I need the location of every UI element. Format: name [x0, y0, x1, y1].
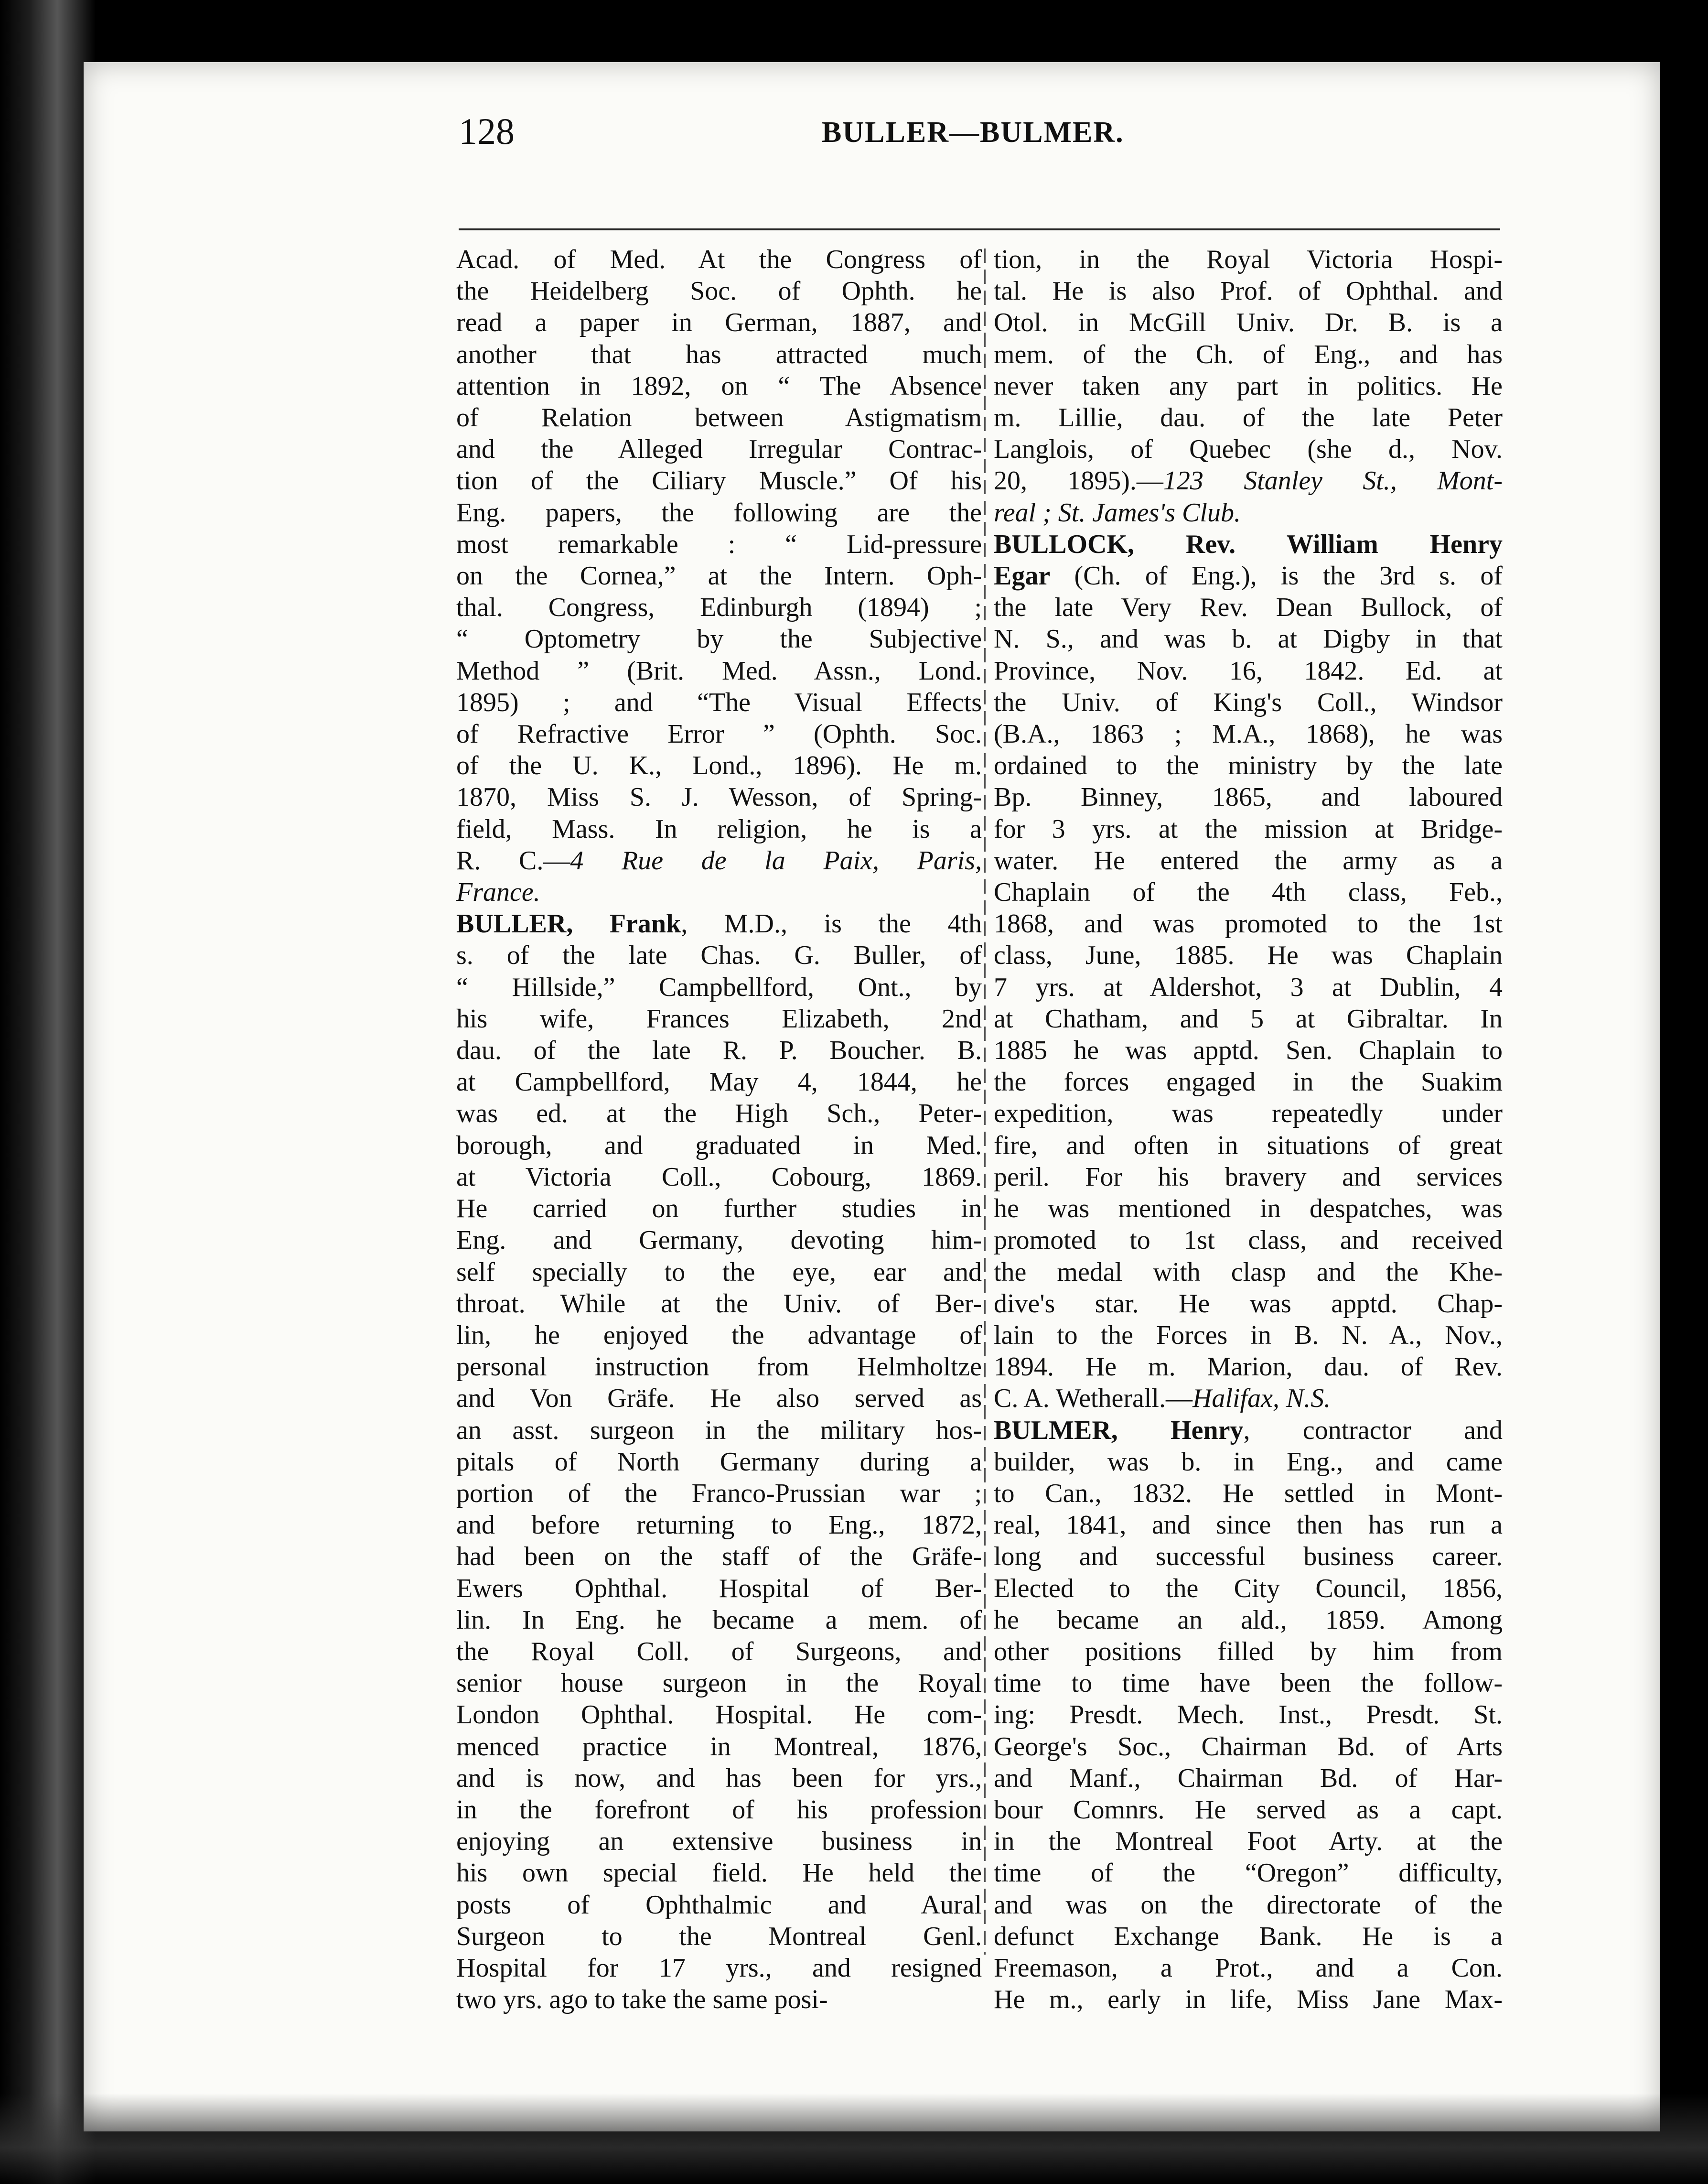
text-line: bour Comnrs. He served as a capt.: [994, 1795, 1503, 1825]
text-line: his wife, Frances Elizabeth, 2nd: [456, 1004, 982, 1034]
left-text-column: [456, 244, 982, 2015]
text-line: the Univ. of King's Coll., Windsor: [994, 687, 1503, 717]
text-line: C. A. Wetherall.—Halifax, N.S.: [994, 1384, 1331, 1414]
text-line: real ; St. James's Club.: [994, 497, 1241, 528]
text-line: on the Cornea,” at the Intern. Oph-: [456, 561, 982, 591]
text-line: and Von Gräfe. He also served as: [456, 1384, 982, 1414]
text-line: Province, Nov. 16, 1842. Ed. at: [994, 656, 1503, 686]
text-line: attention in 1892, on “ The Absence: [456, 371, 982, 401]
text-line: two yrs. ago to take the same posi-: [456, 1985, 828, 2015]
column-divider: [984, 249, 986, 1955]
text-line: He m., early in life, Miss Jane Max-: [994, 1985, 1503, 2015]
text-line: long and successful business career.: [994, 1542, 1503, 1572]
text-line: Langlois, of Quebec (she d., Nov.: [994, 434, 1503, 465]
text-line: 1895) ; and “The Visual Effects: [456, 687, 982, 717]
text-line: Method ” (Brit. Med. Assn., Lond.: [456, 656, 982, 686]
right-text-column: [994, 244, 1503, 2015]
text-line: was ed. at the High Sch., Peter-: [456, 1099, 982, 1129]
text-line: defunct Exchange Bank. He is a: [994, 1921, 1503, 1951]
text-line: at Campbellford, May 4, 1844, he: [456, 1067, 982, 1097]
text-line: the Heidelberg Soc. of Ophth. he: [456, 276, 982, 306]
text-line: Bp. Binney, 1865, and laboured: [994, 782, 1503, 812]
text-line: Hospital for 17 yrs., and resigned: [456, 1953, 982, 1983]
text-line: his own special field. He held the: [456, 1858, 982, 1888]
text-line: tion of the Ciliary Muscle.” Of his: [456, 466, 982, 496]
text-line: senior house surgeon in the Royal: [456, 1668, 982, 1698]
text-line: read a paper in German, 1887, and: [456, 308, 982, 338]
text-line: at Victoria Coll., Cobourg, 1869.: [456, 1162, 982, 1192]
text-line: had been on the staff of the Gräfe-: [456, 1542, 982, 1572]
text-line: (B.A., 1863 ; M.A., 1868), he was: [994, 719, 1503, 749]
text-line: most remarkable : “ Lid-pressure: [456, 529, 982, 559]
text-line: expedition, was repeatedly under: [994, 1099, 1503, 1129]
text-line: of the U. K., Lond., 1896). He m.: [456, 751, 982, 781]
text-line: Eng. and Germany, devoting him-: [456, 1225, 982, 1255]
text-line: time of the “Oregon” difficulty,: [994, 1858, 1503, 1888]
text-line: Egar (Ch. of Eng.), is the 3rd s. of: [994, 561, 1503, 591]
text-line: 1885 he was apptd. Sen. Chaplain to: [994, 1036, 1503, 1066]
text-line: another that has attracted much: [456, 339, 982, 369]
text-line: an asst. surgeon in the military hos-: [456, 1415, 982, 1445]
text-line: thal. Congress, Edinburgh (1894) ;: [456, 593, 982, 623]
text-line: Ewers Ophthal. Hospital of Ber-: [456, 1573, 982, 1603]
text-line: posts of Ophthalmic and Aural: [456, 1890, 982, 1920]
text-line: throat. While at the Univ. of Ber-: [456, 1288, 982, 1319]
text-line: tal. He is also Prof. of Ophthal. and: [994, 276, 1503, 306]
text-line: London Ophthal. Hospital. He com-: [456, 1700, 982, 1730]
text-line: dive's star. He was apptd. Chap-: [994, 1288, 1503, 1319]
text-line: ordained to the ministry by the late: [994, 751, 1503, 781]
page-number: 128: [459, 110, 515, 152]
text-line: BULMER, Henry, contractor and: [994, 1415, 1503, 1445]
text-line: self specially to the eye, ear and: [456, 1257, 982, 1287]
text-line: enjoying an extensive business in: [456, 1827, 982, 1857]
text-line: Freemason, a Prot., and a Con.: [994, 1953, 1503, 1983]
text-line: field, Mass. In religion, he is a: [456, 814, 982, 844]
text-line: other positions filled by him from: [994, 1636, 1503, 1666]
text-line: Eng. papers, the following are the: [456, 497, 982, 528]
text-line: lain to the Forces in B. N. A., Nov.,: [994, 1320, 1503, 1350]
text-line: Chaplain of the 4th class, Feb.,: [994, 877, 1503, 908]
text-line: Elected to the City Council, 1856,: [994, 1573, 1503, 1603]
text-line: 7 yrs. at Aldershot, 3 at Dublin, 4: [994, 972, 1503, 1002]
scan-bottom-edge: [0, 2093, 1708, 2184]
text-line: borough, and graduated in Med.: [456, 1130, 982, 1160]
text-line: of Refractive Error ” (Ophth. Soc.: [456, 719, 982, 749]
text-line: BULLOCK, Rev. William Henry: [994, 529, 1503, 559]
page-header: [459, 110, 1500, 167]
text-line: R. C.—4 Rue de la Paix, Paris,: [456, 845, 982, 876]
text-line: tion, in the Royal Victoria Hospi-: [994, 245, 1503, 274]
text-line: water. He entered the army as a: [994, 845, 1503, 876]
text-line: and before returning to Eng., 1872,: [456, 1510, 982, 1540]
text-line: to Can., 1832. He settled in Mont-: [994, 1478, 1503, 1508]
text-line: and the Alleged Irregular Contrac-: [456, 434, 982, 465]
text-line: menced practice in Montreal, 1876,: [456, 1731, 982, 1762]
text-line: 1868, and was promoted to the 1st: [994, 909, 1503, 939]
text-line: portion of the Franco-Prussian war ;: [456, 1478, 982, 1508]
text-line: and is now, and has been for yrs.,: [456, 1763, 982, 1793]
text-line: mem. of the Ch. of Eng., and has: [994, 339, 1503, 369]
text-line: pitals of North Germany during a: [456, 1447, 982, 1477]
text-line: “ Hillside,” Campbellford, Ont., by: [456, 972, 982, 1002]
text-line: fire, and often in situations of great: [994, 1130, 1503, 1160]
text-line: never taken any part in politics. He: [994, 371, 1503, 401]
scan-left-edge: [0, 0, 96, 2184]
text-line: and was on the directorate of the: [994, 1890, 1503, 1920]
text-line: Surgeon to the Montreal Genl.: [456, 1921, 982, 1951]
text-line: time to time have been the follow-: [994, 1668, 1503, 1698]
running-head: BULLER—BULMER.: [822, 116, 1124, 149]
text-line: N. S., and was b. at Digby in that: [994, 624, 1503, 654]
text-line: of Relation between Astigmatism: [456, 403, 982, 433]
text-line: George's Soc., Chairman Bd. of Arts: [994, 1731, 1503, 1762]
text-line: he was mentioned in despatches, was: [994, 1194, 1503, 1224]
text-line: the medal with clasp and the Khe-: [994, 1257, 1503, 1287]
text-line: 20, 1895).—123 Stanley St., Mont-: [994, 466, 1503, 496]
text-line: the Royal Coll. of Surgeons, and: [456, 1636, 982, 1666]
text-line: the late Very Rev. Dean Bullock, of: [994, 593, 1503, 623]
text-line: in the Montreal Foot Arty. at the: [994, 1827, 1503, 1857]
text-line: 1894. He m. Marion, dau. of Rev.: [994, 1352, 1503, 1382]
text-line: Acad. of Med. At the Congress of: [456, 245, 982, 274]
text-line: builder, was b. in Eng., and came: [994, 1447, 1503, 1477]
text-line: he became an ald., 1859. Among: [994, 1605, 1503, 1635]
text-line: for 3 yrs. at the mission at Bridge-: [994, 814, 1503, 844]
text-line: and Manf., Chairman Bd. of Har-: [994, 1763, 1503, 1793]
text-line: m. Lillie, dau. of the late Peter: [994, 403, 1503, 433]
text-line: the forces engaged in the Suakim: [994, 1067, 1503, 1097]
text-line: lin, he enjoyed the advantage of: [456, 1320, 982, 1350]
text-line: real, 1841, and since then has run a: [994, 1510, 1503, 1540]
text-line: peril. For his bravery and services: [994, 1162, 1503, 1192]
text-line: “ Optometry by the Subjective: [456, 624, 982, 654]
header-rule: [459, 228, 1500, 230]
text-line: lin. In Eng. he became a mem. of: [456, 1605, 982, 1635]
text-line: France.: [456, 877, 540, 908]
text-line: class, June, 1885. He was Chaplain: [994, 941, 1503, 971]
text-line: BULLER, Frank, M.D., is the 4th: [456, 909, 982, 939]
text-line: at Chatham, and 5 at Gibraltar. In: [994, 1004, 1503, 1034]
text-line: dau. of the late R. P. Boucher. B.: [456, 1036, 982, 1066]
text-line: 1870, Miss S. J. Wesson, of Spring-: [456, 782, 982, 812]
text-line: s. of the late Chas. G. Buller, of: [456, 941, 982, 971]
text-line: personal instruction from Helmholtze: [456, 1352, 982, 1382]
text-line: promoted to 1st class, and received: [994, 1225, 1503, 1255]
text-line: He carried on further studies in: [456, 1194, 982, 1224]
text-line: Otol. in McGill Univ. Dr. B. is a: [994, 308, 1503, 338]
text-line: ing: Presdt. Mech. Inst., Presdt. St.: [994, 1700, 1503, 1730]
text-line: in the forefront of his profession: [456, 1795, 982, 1825]
